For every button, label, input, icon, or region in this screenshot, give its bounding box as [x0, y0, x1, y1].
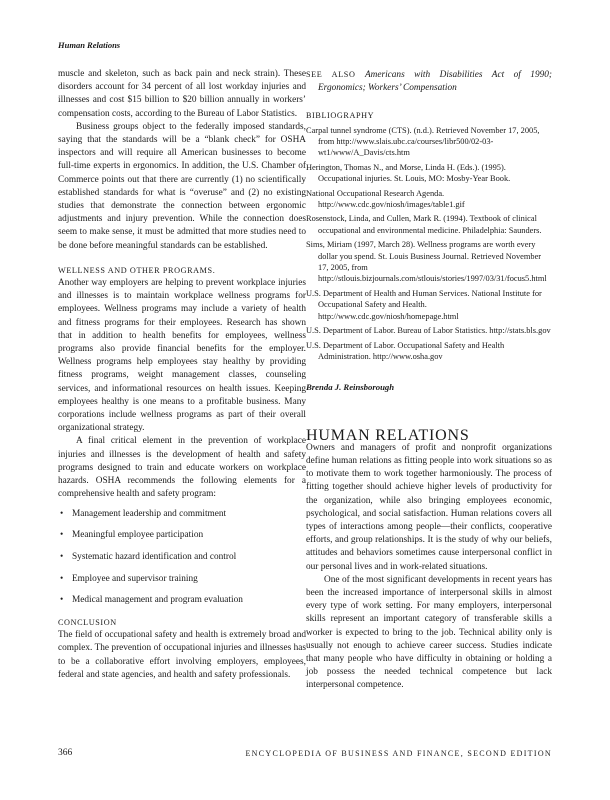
paragraph-conclusion: The field of occupational safety and health is extremely broad and complex. The prevention of occupational injuries and illnesses has to be a collaborative effort involving employers, employees, federal and state agencies, and health and safety professionals.: [58, 630, 306, 680]
list-item: • Medical management and program evaluation: [58, 594, 306, 607]
bullet-icon: •: [60, 530, 64, 541]
list-item: • Systematic hazard identification and control: [58, 551, 306, 564]
see-also-label: SEE ALSO: [306, 70, 356, 79]
bibliography-entry: U.S. Department of Labor. Bureau of Labor Statistics. http://stats.bls.gov: [306, 326, 551, 336]
bullet-icon: •: [60, 573, 64, 584]
list-item: • Meaningful employee participation: [58, 529, 306, 542]
entry-title: HUMAN RELATIONS: [306, 426, 470, 444]
bullet-icon: •: [60, 508, 64, 519]
bibliography-entry: National Occupational Research Agenda. http://www.cdc.gov/niosh/images/table1.gif: [306, 188, 465, 210]
osha-elements-list: [58, 508, 306, 608]
book-title-footer: ENCYCLOPEDIA OF BUSINESS AND FINANCE, SECOND EDITION: [245, 749, 552, 758]
paragraph-business-groups: Business groups object to the federally imposed standards, saying that the standards will be a “blank check” for OSHA inspectors and will require all American businesses to become full-time experts in ergonomics. In addition, the U.S. Chamber of Commerce points out that there are currently (1) no scientifically established standards for what is “overuse” and (2) no existing studies that demonstrate the connection between ergonomic adjustments and injury prevention. While the connection does seem to make sense, it must be admitted that more studies need to be done before meaningful standards can be established.: [58, 121, 306, 251]
bibliography-entry: Herington, Thomas N., and Morse, Linda H. (Eds.). (1995). Occupational injuries. St. Louis, MO: Mosby-Year Book.: [306, 162, 511, 184]
paragraph-continuation: muscle and skeleton, such as back pain and neck strain). These disorders account for 34 percent of all lost workday injuries and illnesses and cost $15 billion to $20 billion annually in workers’ compensation costs, according to the Bureau of Labor Statistics.: [58, 69, 306, 119]
running-head: Human Relations: [58, 40, 121, 50]
bibliography-entry: Carpal tunnel syndrome (CTS). (n.d.). Retrieved November 17, 2005, from http://www.slais.ubc.ca/courses/libr500/02-03-wt1/www/A_Davis/cts.htm: [306, 125, 540, 158]
left-column: [58, 68, 306, 682]
bibliography-heading: BIBLIOGRAPHY: [306, 111, 375, 121]
bullet-icon: •: [60, 551, 64, 562]
heading-wellness: WELLNESS AND OTHER PROGRAMS.: [58, 265, 216, 275]
see-also: [306, 68, 552, 95]
bibliography-entry: U.S. Department of Labor. Occupational Safety and Health Administration. http://www.osha.gov: [306, 340, 505, 361]
paragraph-wellness: Another way employers are helping to prevent workplace injuries and illnesses is to maintain workplace wellness programs for employees. Wellness programs may include a variety of health and fitness programs for their employees. Research has shown that in addition to health benefits for employees, wellness programs also provide financial benefits for the employer. Wellness programs help employees stay healthy by providing fitness programs, weight management classes, counseling services, and informational resources on health issues. Keeping employees healthy is one means to a profitable business. Many corporations include wellness programs as part of their overall organizational strategy.: [58, 278, 306, 434]
page-number: 366: [58, 748, 73, 758]
bibliography-entry: Sims, Miriam (1997, March 28). Wellness programs are worth every dollar you spend. St. Louis Business Journal. Retrieved November 17, 2005, from http://stlouis.bizjournals.com/stlouis/stories/1997/03/31/focus5.html: [306, 240, 547, 284]
bibliography-entry: U.S. Department of Health and Human Services. National Institute for Occupational Safety and Health. http://www.cdc.gov/niosh/homepage.html: [306, 288, 542, 321]
list-item: • Management leadership and commitment: [58, 508, 306, 521]
heading-conclusion: CONCLUSION: [58, 618, 117, 628]
bibliography-list: [306, 125, 552, 363]
paragraph-hr-skills: One of the most significant developments in recent years has been the increased importance of interpersonal skills in almost every type of work setting. For many employers, interpersonal skills represent an important category of transferable skills a worker is expected to bring to the job. Technical ability only is usually not enough to achieve career success. Studies indicate that many people who have difficulty in obtaining or holding a job possess the needed technical competence but lack interpersonal competence.: [306, 574, 552, 691]
see-also-items: Americans with Disabilities Act of 1990; Ergonomics; Workers’ Compensation: [318, 70, 552, 94]
list-item: • Employee and supervisor training: [58, 573, 306, 586]
paragraph-hr-definition: Owners and managers of profit and nonprofit organizations define human relations as fitting people into work situations so as to motivate them to work together harmoniously. The process of fitting together should achieve higher levels of productivity for the organization, while also bringing employees economic, psychological, and social satisfaction. Human relations covers all types of interactions among people—their conflicts, cooperative efforts, and group relationships. It is the study of why our beliefs, attitudes and behaviors sometimes cause interpersonal conflict in our personal lives and in work-related situations.: [306, 442, 552, 572]
bibliography-entry: Rosenstock, Linda, and Cullen, Mark R. (1994). Textbook of clinical occupational and environmental medicine. Philadelphia: Saunders.: [306, 214, 542, 235]
paragraph-final-element: A final critical element in the prevention of workplace injuries and illnesses is the development of health and safety programs designed to train and educate workers on workplace hazards. OSHA recommends the following elements for a comprehensive health and safety program:: [58, 436, 306, 500]
bullet-icon: •: [60, 595, 64, 606]
right-column: [306, 68, 552, 693]
author-byline: Brenda J. Reinsborough: [306, 382, 395, 393]
